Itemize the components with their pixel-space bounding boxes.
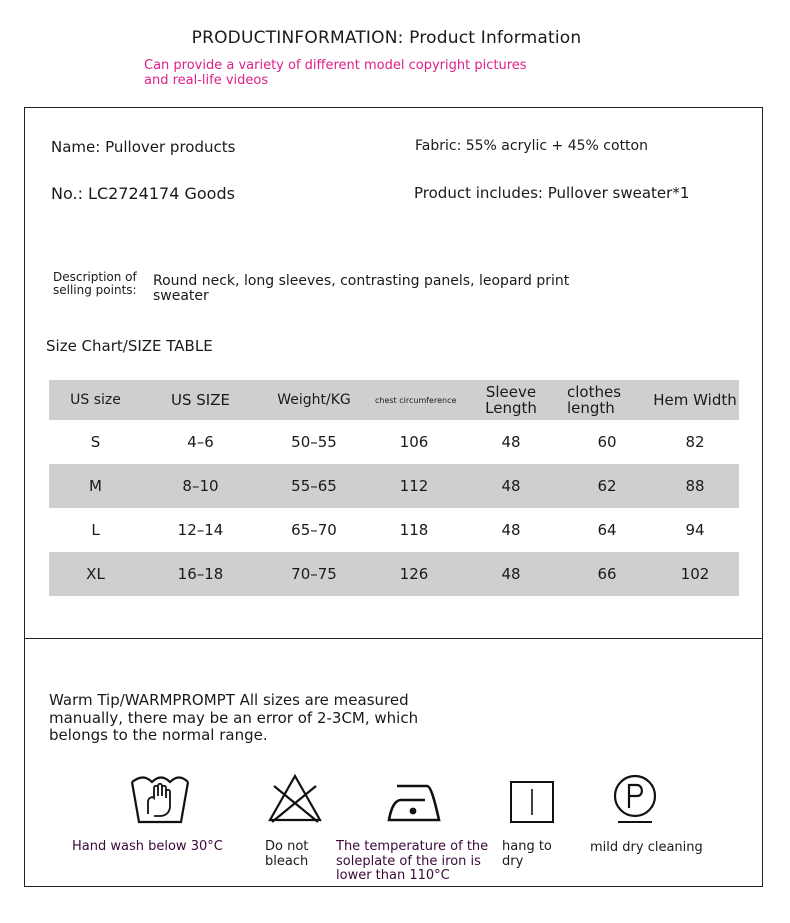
cell-weight: 55–65 [291,477,337,495]
header-us-size-range: US SIZE [171,391,230,409]
cell-us-size: 12–14 [177,521,224,539]
header-clothes-length: clothes length [567,383,622,417]
section-divider [24,638,763,639]
care-label-hand-wash: Hand wash below 30°C [72,839,223,854]
header-note-line-2: and real-life videos [144,73,269,88]
description-label-line-2: selling points: [53,283,137,297]
header-sleeve-length: Sleeve Length [485,383,537,417]
description-label-line-1: Description of [53,270,137,284]
product-fabric: Fabric: 55% acrylic + 45% cotton [415,138,648,154]
description-text: Round neck, long sleeves, contrasting panels, leopard print sweater [153,273,570,304]
hand-wash-icon [128,774,192,826]
care-label-iron: The temperature of the soleplate of the iron is lower than 110°C [336,839,489,883]
cell-length: 64 [597,521,617,539]
header-note-line-1: Can provide a variety of different model copyright pictures [144,58,527,73]
size-chart-title: Size Chart/SIZE TABLE [46,337,213,355]
product-number: No.: LC2724174 Goods [51,184,235,203]
cell-weight: 70–75 [291,565,337,583]
cell-weight: 65–70 [291,521,337,539]
cell-size: S [90,433,101,451]
header-note [144,58,527,88]
cell-length: 60 [597,433,617,451]
iron-low-icon [385,778,443,826]
product-name: Name: Pullover products [51,138,236,156]
cell-sleeve: 48 [501,477,521,495]
description-label [53,271,137,297]
cell-size: M [89,477,102,495]
cell-sleeve: 48 [501,565,521,583]
cell-sleeve: 48 [501,521,521,539]
size-table-header-row [49,380,739,420]
cell-us-size: 4–6 [187,433,214,451]
header-hem-width: Hem Width [653,391,737,409]
cell-hem: 82 [685,433,705,451]
header-us-size: US size [70,392,121,408]
cell-chest: 106 [399,433,429,451]
cell-us-size: 16–18 [177,565,224,583]
cell-us-size: 8–10 [182,477,219,495]
cell-length: 66 [597,565,617,583]
cell-hem: 102 [680,565,710,583]
table-row [49,420,739,464]
cell-size: L [91,521,100,539]
table-row [49,464,739,508]
care-label-dry-clean: mild dry cleaning [590,840,703,855]
product-includes: Product includes: Pullover sweater*1 [414,184,690,202]
size-table [49,380,739,596]
hang-dry-icon [508,779,556,825]
header-chest: chest circumference [375,395,457,405]
cell-weight: 50–55 [291,433,337,451]
cell-hem: 88 [685,477,705,495]
page-title: PRODUCTINFORMATION: Product Information [191,28,582,48]
cell-hem: 94 [685,521,705,539]
cell-length: 62 [597,477,617,495]
dry-clean-p-icon [610,772,660,826]
cell-size: XL [86,565,105,583]
care-label-no-bleach: Do not bleach [265,839,309,869]
table-row [49,552,739,596]
cell-chest: 126 [399,565,429,583]
table-row [49,508,739,552]
no-bleach-icon [266,772,324,824]
care-label-hang-dry: hang to dry [502,839,552,869]
cell-chest: 118 [399,521,429,539]
header-weight: Weight/KG [277,392,351,408]
warm-tip: Warm Tip/WARMPROMPT All sizes are measured manually, there may be an error of 2-3CM, which belongs to the normal range. [49,691,419,744]
cell-chest: 112 [399,477,429,495]
cell-sleeve: 48 [501,433,521,451]
